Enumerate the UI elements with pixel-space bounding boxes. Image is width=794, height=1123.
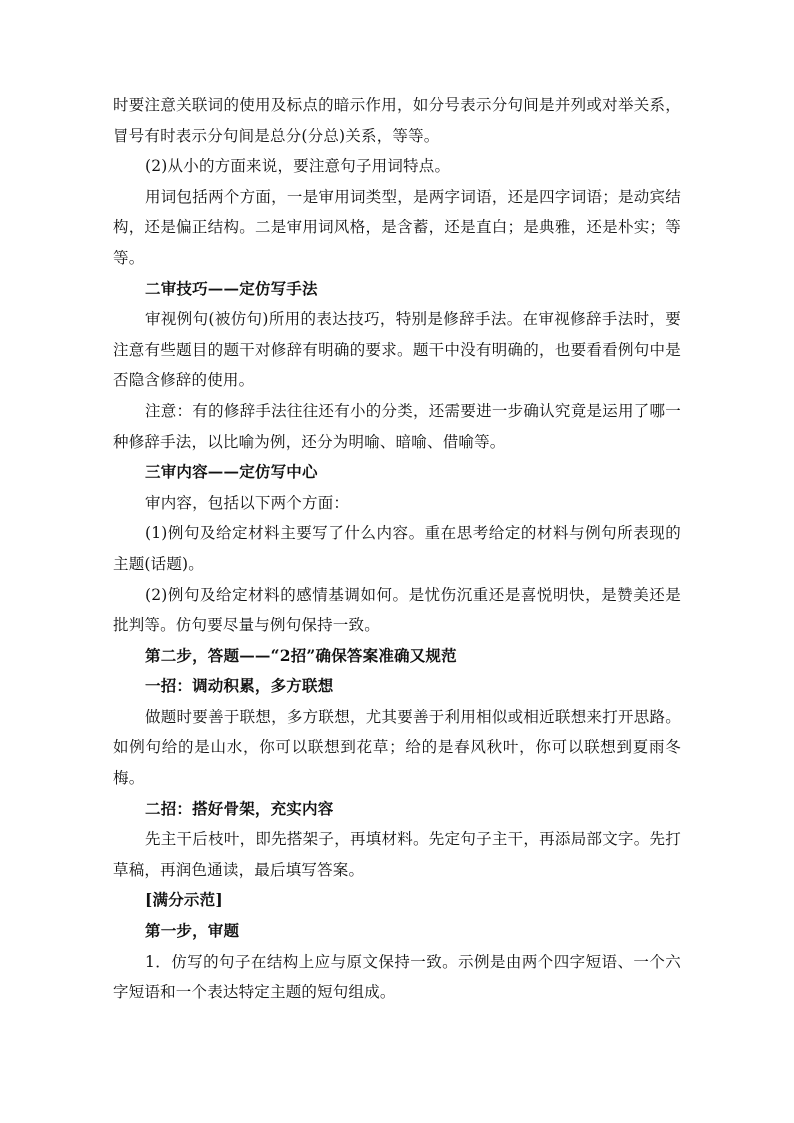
paragraph-point-2: (2)从小的方面来说，要注意句子用词特点。: [145, 157, 451, 176]
heading-step-two: 第二步，答题——“2招”确保答案准确又规范: [145, 645, 457, 665]
heading-content: 三审内容——定仿写中心: [145, 462, 318, 482]
heading-technique: 二审技巧——定仿写手法: [145, 278, 318, 298]
paragraph-technique: 审视例句(被仿句)所用的表达技巧，特别是修辞手法。在审视修辞手法时，要注意有些题目的题干对修辞有明确的要求。题干中没有明确的，也要看看例句中是否隐含修辞的使用。: [113, 310, 681, 390]
paragraph-tip-one: 做题时要善于联想，多方联想，尤其要善于利用相似或相近联想来打开思路。如例句给的是山水，你可以联想到花草；给的是春风秋叶，你可以联想到夏雨冬梅。: [113, 707, 681, 788]
paragraph-tip-two: 先主干后枝叶，即先搭架子，再填材料。先定句子主干，再添局部文字。先打草稿，再润色通读，最后填写答案。: [113, 830, 681, 879]
heading-full-score-demo: [满分示范]: [145, 890, 223, 910]
heading-tip-two: 二招：搭好骨架，充实内容: [145, 798, 334, 818]
document-body: [113, 90, 681, 1008]
paragraph-content-1: (1)例句及给定材料主要写了什么内容。重在思考给定的材料与例句所表现的主题(话题)。: [113, 524, 681, 573]
paragraph-word-usage: 用词包括两个方面，一是审用词类型，是两字词语，还是四字词语；是动宾结构，还是偏正结构。二是审用词风格，是含蓄，还是直白；是典雅，还是朴实；等等。: [113, 187, 681, 267]
paragraph-continuation: 时要注意关联词的使用及标点的暗示作用，如分号表示分句间是并列或对举关系，冒号有时表示分句间是总分(分总)关系，等等。: [113, 96, 681, 145]
paragraph-content-intro: 审内容，包括以下两个方面：: [145, 493, 350, 512]
paragraph-demo-1: 1．仿写的句子在结构上应与原文保持一致。示例是由两个四字短语、一个六字短语和一个表达特定主题的短句组成。: [113, 952, 681, 1002]
heading-tip-one: 一招：调动积累，多方联想: [145, 676, 334, 696]
heading-step-one: 第一步，审题: [145, 921, 240, 941]
paragraph-content-2: (2)例句及给定材料的感情基调如何。是忧伤沉重还是喜悦明快，是赞美还是批判等。仿句要尽量与例句保持一致。: [113, 585, 681, 635]
paragraph-note: 注意：有的修辞手法往往还有小的分类，还需要进一步确认究竟是运用了哪一种修辞手法，以比喻为例，还分为明喻、暗喻、借喻等。: [113, 401, 681, 451]
